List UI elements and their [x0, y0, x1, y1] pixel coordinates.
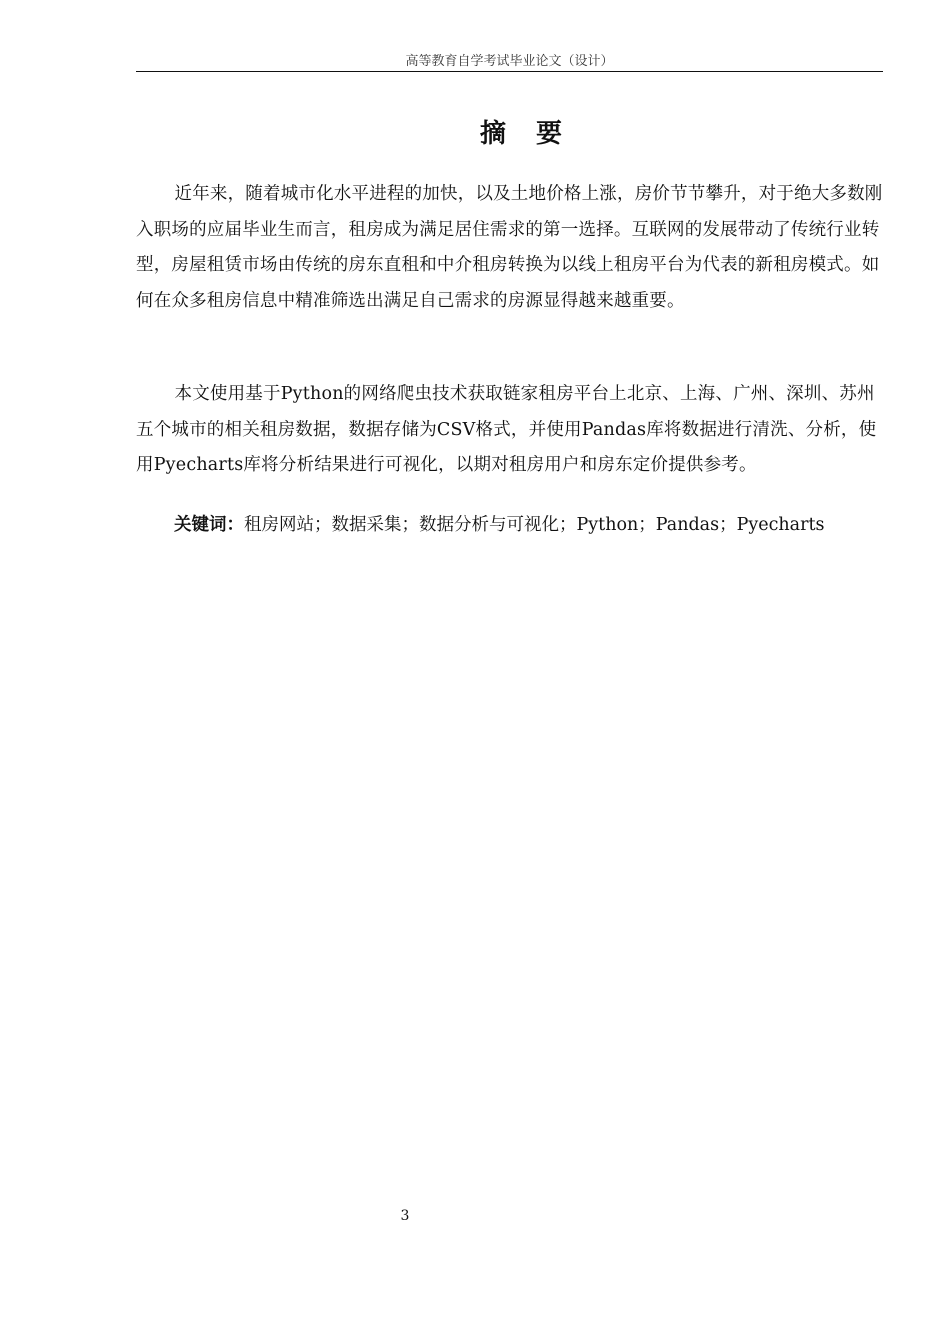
keywords-text: 租房网站；数据采集；数据分析与可视化；Python；Pandas；Pyecharts [244, 515, 825, 535]
keywords-label: 关键词： [174, 515, 244, 535]
page-number: 3 [400, 1208, 410, 1224]
header-text: 高等教育自学考试毕业论文（设计） [405, 54, 614, 69]
abstract-paragraph-2: 本文使用基于Python的网络爬虫技术获取链家租房平台上北京、上海、广州、深圳、苏州五个城市的相关租房数据，数据存储为CSV格式，并使用Pandas库将数据进行清洗、分析，使用Pyecharts库将分析结果进行可视化，以期对租房用户和房东定价提供参考。 [136, 384, 877, 475]
abstract-paragraph-1: 近年来，随着城市化水平进程的加快，以及土地价格上涨，房价节节攀升，对于绝大多数刚入职场的应届毕业生而言，租房成为满足居住需求的第一选择。互联网的发展带动了传统行业转型，房屋租赁市场由传统的房东直租和中介租房转换为以线上租房平台为代表的新租房模式。如何在众多租房信息中精准筛选出满足自己需求的房源显得越来越重要。 [136, 184, 883, 311]
page-header [136, 53, 883, 72]
page-title: 摘要 [479, 119, 592, 149]
keywords-line [174, 508, 824, 543]
